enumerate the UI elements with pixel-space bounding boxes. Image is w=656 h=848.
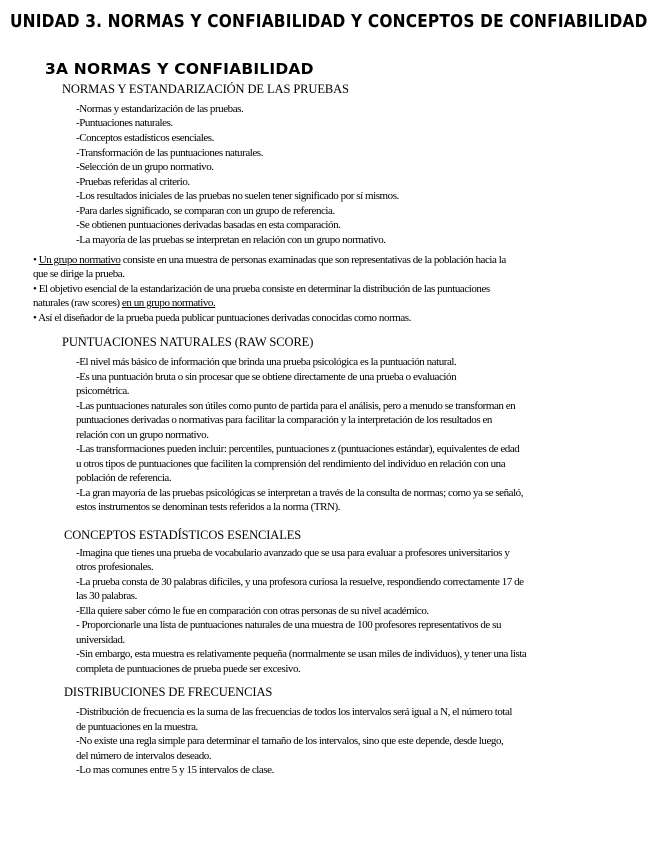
paragraph-line: las 30 palabras. xyxy=(76,590,137,602)
paragraph-line: psicométrica. xyxy=(76,385,130,397)
bullet-continuation: que se dirige la prueba. xyxy=(33,268,125,280)
list-item: -Los resultados iniciales de las pruebas no suelen tener significado por sí mismos. xyxy=(76,190,399,202)
paragraph-line: población de referencia. xyxy=(76,472,172,484)
list-item: -La mayoría de las pruebas se interpretan en relación con un grupo normativo. xyxy=(76,234,386,246)
bullet-grupo-normativo: • Un grupo normativo consiste en una muestra de personas examinadas que son representativas de la población hacia la xyxy=(33,254,506,266)
list-item: -Puntuaciones naturales. xyxy=(76,117,173,129)
heading-puntuaciones: PUNTUACIONES NATURALES (RAW SCORE) xyxy=(62,335,314,349)
bullet-text: Así el diseñador de la prueba pueda publicar puntuaciones derivadas conocidas como normas. xyxy=(38,312,411,324)
paragraph-line: puntuaciones derivadas o normativas para facilitar la comparación y la interpretación de los resultados en xyxy=(76,414,492,426)
list-item: -Normas y estandarización de las pruebas. xyxy=(76,103,244,115)
list-item: -Se obtienen puntuaciones derivadas basadas en esta comparación. xyxy=(76,219,341,231)
bullet-continuation xyxy=(33,296,215,310)
paragraph-line: u otros tipos de puntuaciones que faciliten la comprensión del rendimiento del individuo en relación con una xyxy=(76,458,506,470)
list-item: -Para darles significado, se comparan con un grupo de referencia. xyxy=(76,205,335,217)
paragraph-line: -El nivel más básico de información que brinda una prueba psicológica es la puntuación natural. xyxy=(76,356,457,368)
paragraph-line: -Es una puntuación bruta o sin procesar que se obtiene directamente de una prueba o evaluación xyxy=(76,371,457,383)
paragraph-line: del número de intervalos deseado. xyxy=(76,750,212,762)
paragraph-line: -Las puntuaciones naturales son útiles como punto de partida para el análisis, pero a menudo se transforman en xyxy=(76,400,516,412)
bullet-text: consiste en una muestra de personas examinadas que son representativas de la población hacia la xyxy=(120,254,506,266)
paragraph-line: otros profesionales. xyxy=(76,561,154,573)
heading-normas: NORMAS Y ESTANDARIZACIÓN DE LAS PRUEBAS xyxy=(62,82,349,96)
paragraph-line: -Ella quiere saber cómo le fue en comparación con otras personas de su nivel académico. xyxy=(76,605,429,617)
underlined-text: en un grupo normativo. xyxy=(121,297,216,309)
list-item: -Pruebas referidas al criterio. xyxy=(76,176,190,188)
paragraph-line: completa de puntuaciones de prueba puede ser excesivo. xyxy=(76,663,301,675)
paragraph-line: - Proporcionarle una lista de puntuaciones naturales de una muestra de 100 profesores representativos de su xyxy=(76,619,502,631)
paragraph-line: relación con un grupo normativo. xyxy=(76,429,209,441)
paragraph-line: -Imagina que tienes una prueba de vocabulario avanzado que se usa para evaluar a profesores universitarios y xyxy=(76,547,510,559)
paragraph-line: -Lo mas comunes entre 5 y 15 intervalos de clase. xyxy=(76,764,274,776)
paragraph-line: de puntuaciones en la muestra. xyxy=(76,721,198,733)
bullet-text: El objetivo esencial de la estandarización de una prueba consiste en determinar la distribución de las puntuaciones xyxy=(38,283,490,295)
list-item: -Selección de un grupo normativo. xyxy=(76,161,214,173)
list-item: -Transformación de las puntuaciones naturales. xyxy=(76,147,263,159)
paragraph-line: estos instrumentos se denominan tests referidos a la norma (TRN). xyxy=(76,501,341,513)
heading-conceptos: CONCEPTOS ESTADÍSTICOS ESENCIALES xyxy=(64,528,302,542)
paragraph-line: -Sin embargo, esta muestra es relativamente pequeña (normalmente se usan miles de individuos), y tener una lista xyxy=(76,648,527,660)
page-title: UNIDAD 3. NORMAS Y CONFIABILIDAD Y CONCEPTOS DE CONFIABILIDAD xyxy=(10,12,648,32)
paragraph-line: universidad. xyxy=(76,634,125,646)
paragraph-line: -La prueba consta de 30 palabras difíciles, y una profesora curiosa la resuelve, respondiendo correctamente 17 de xyxy=(76,576,524,588)
bullet-normas: • Así el diseñador de la prueba pueda publicar puntuaciones derivadas conocidas como normas. xyxy=(33,312,411,324)
paragraph-line: -Distribución de frecuencia es la suma de las frecuencias de todos los intervalos será igual a N, el número total xyxy=(76,706,513,718)
section-subtitle: 3A NORMAS Y CONFIABILIDAD xyxy=(45,60,314,78)
paragraph-line: -No existe una regla simple para determinar el tamaño de los intervalos, sino que este depende, desde luego, xyxy=(76,735,504,747)
list-item: -Conceptos estadísticos esenciales. xyxy=(76,132,214,144)
heading-distribuciones: DISTRIBUCIONES DE FRECUENCIAS xyxy=(64,685,273,699)
grupo-normativo-term: Un grupo normativo xyxy=(38,254,121,266)
paragraph-line: -Las transformaciones pueden incluir: percentiles, puntuaciones z (puntuaciones estándar), equivalentes de edad xyxy=(76,443,520,455)
bullet-objetivo: • El objetivo esencial de la estandarización de una prueba consiste en determinar la distribución de las puntuaciones xyxy=(33,283,490,295)
paragraph-line: -La gran mayoría de las pruebas psicológicas se interpretan a través de la consulta de normas; como ya se señaló, xyxy=(76,487,524,499)
bullet-text: naturales (raw scores) xyxy=(33,297,122,309)
